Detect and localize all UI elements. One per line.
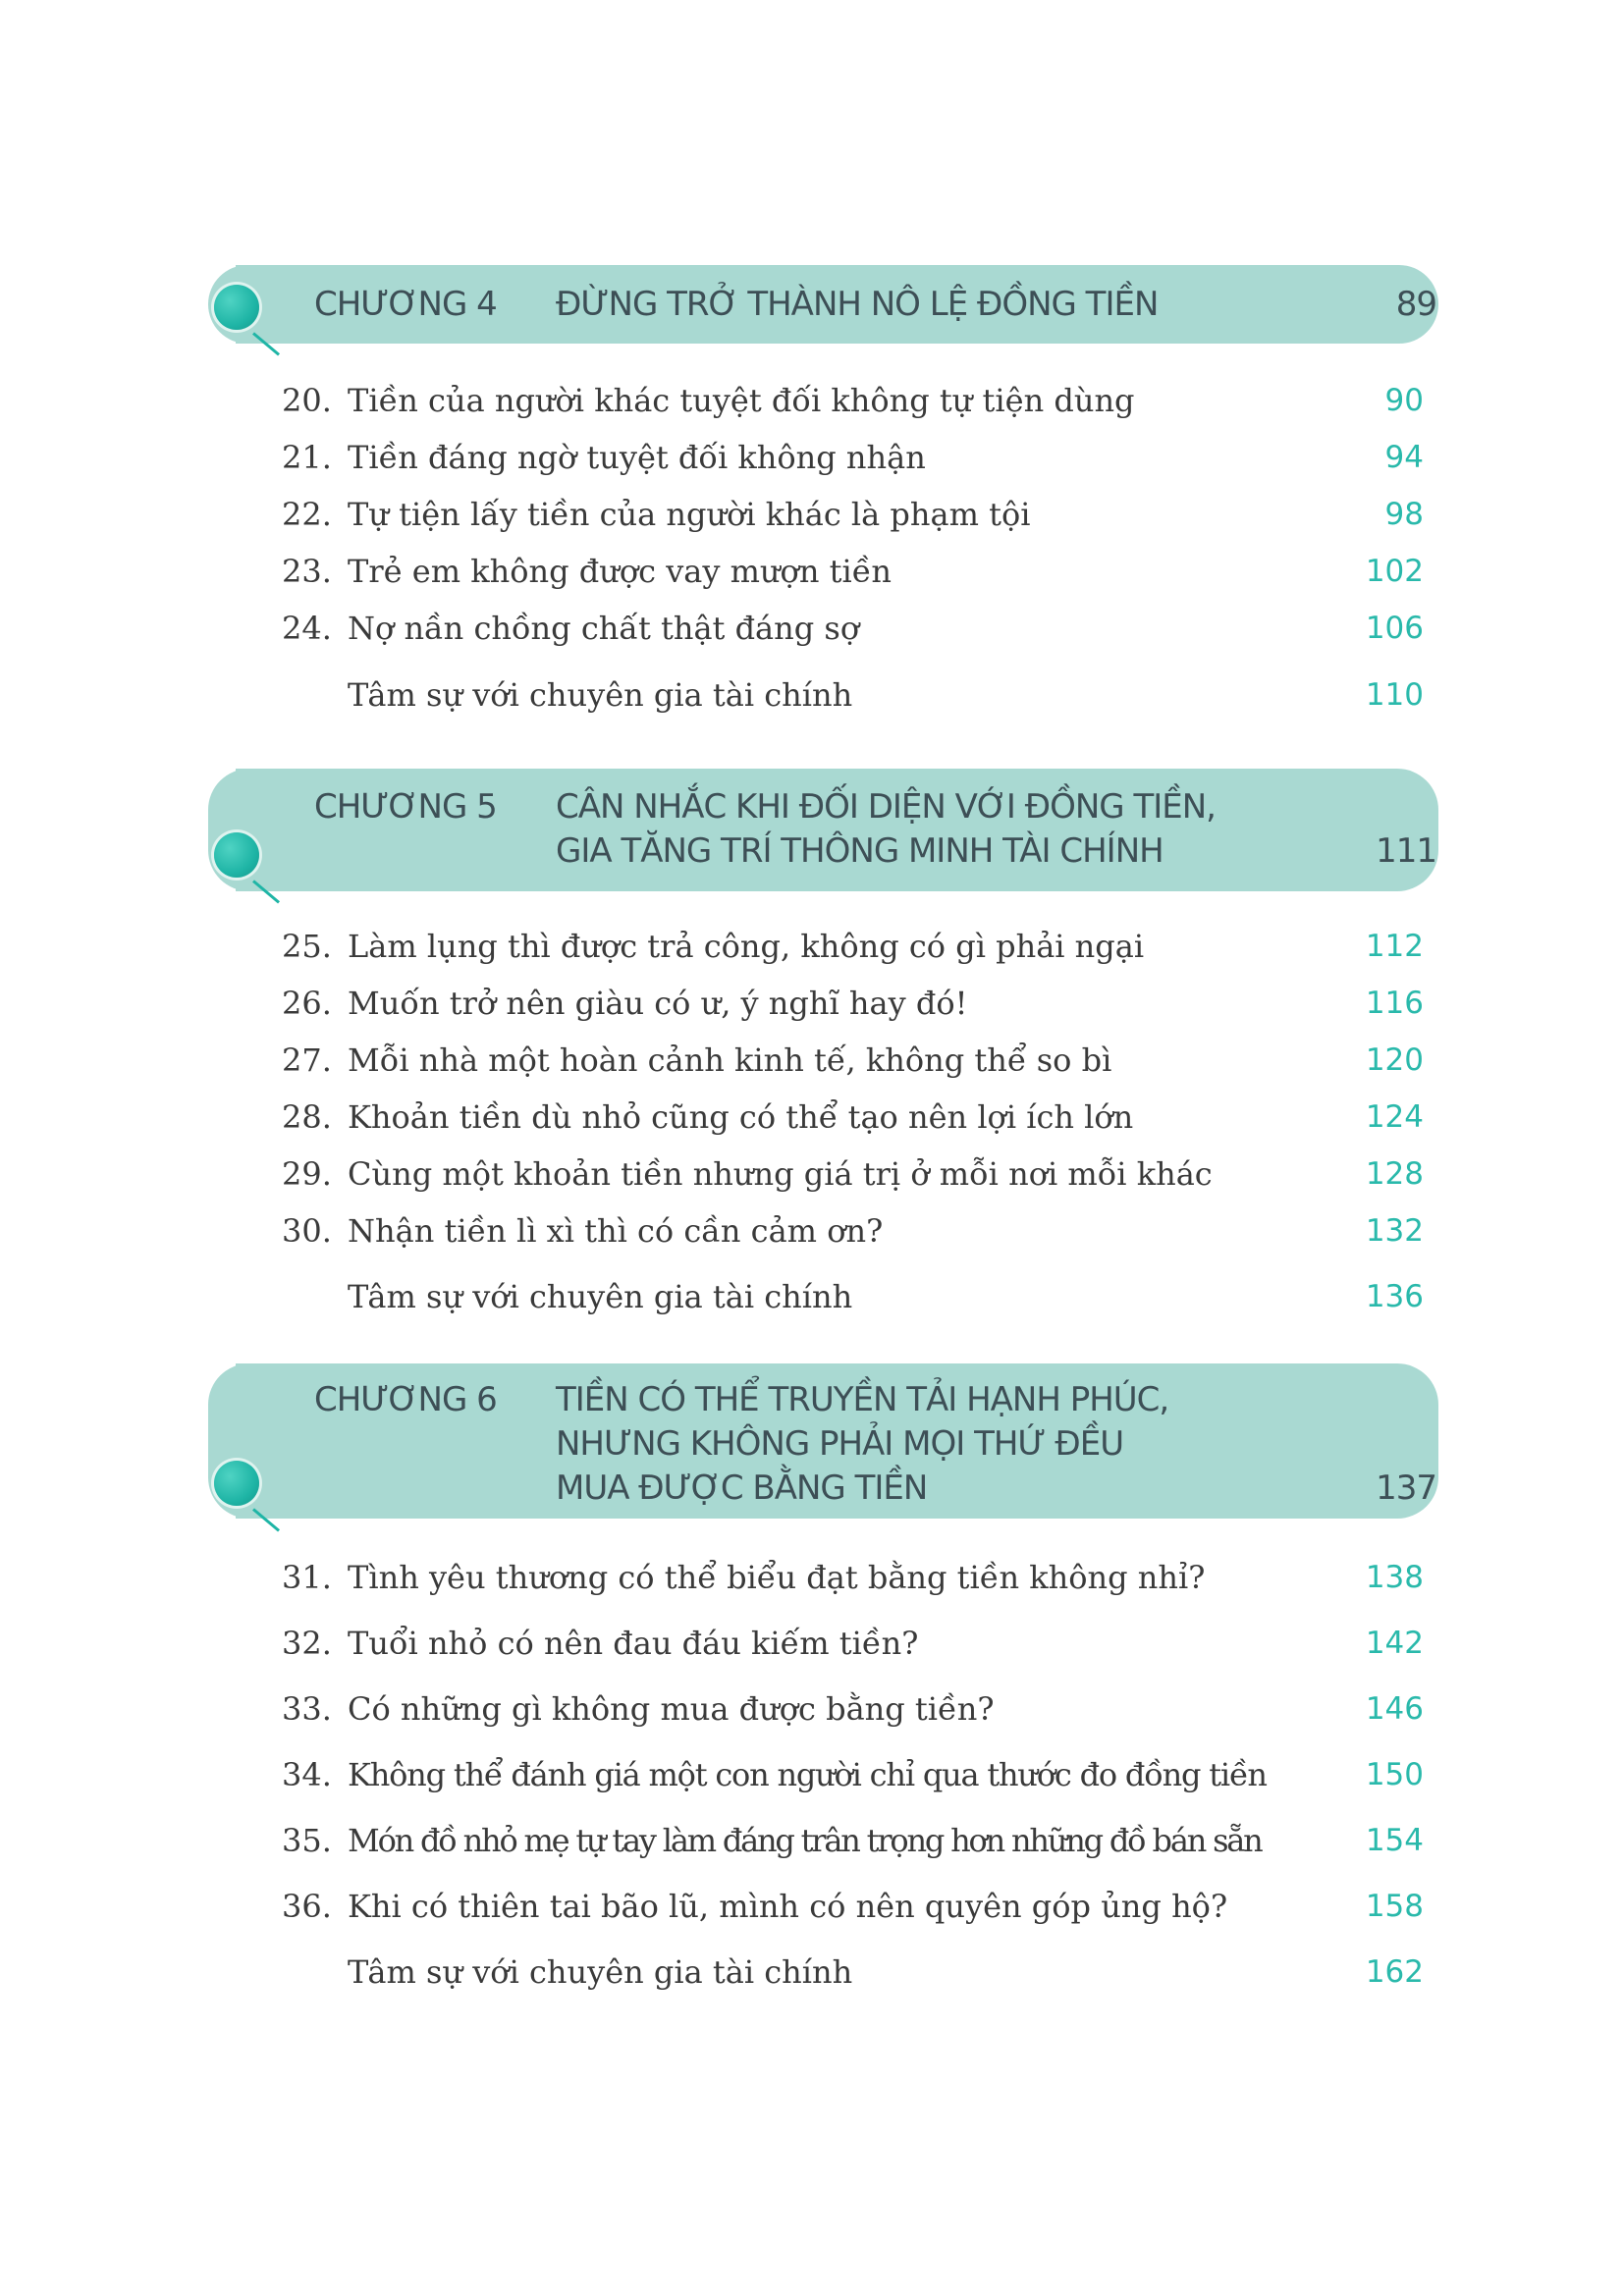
entry-title: Làm lụng thì được trả công, không có gì phải ngại	[348, 928, 1145, 965]
entry-title: Tâm sự với chuyên gia tài chính	[348, 1278, 853, 1315]
entry-number: 26.	[282, 985, 332, 1022]
entry-title: Tâm sự với chuyên gia tài chính	[348, 1953, 853, 1991]
toc-entry[interactable]	[0, 1554, 1623, 1601]
entry-number: 21.	[282, 439, 332, 476]
entry-page: 154	[1365, 1823, 1424, 1858]
toc-entry[interactable]	[0, 605, 1623, 652]
entry-title: Món đồ nhỏ mẹ tự tay làm đáng trân trọng hơn những đồ bán sẵn	[348, 1822, 1262, 1859]
entry-title: Tâm sự với chuyên gia tài chính	[348, 676, 853, 714]
toc-entry[interactable]	[0, 1150, 1623, 1198]
toc-entry[interactable]	[0, 548, 1623, 595]
entry-page: 150	[1365, 1757, 1424, 1792]
entry-page: 116	[1365, 986, 1424, 1021]
toc-entry[interactable]	[0, 1094, 1623, 1141]
chapter-page: 137	[1376, 1468, 1436, 1508]
entry-page: 120	[1365, 1042, 1424, 1078]
entry-number: 31.	[282, 1559, 332, 1596]
entry-page: 112	[1365, 929, 1424, 964]
entry-title: Nợ nần chồng chất thật đáng sợ	[348, 610, 860, 647]
magnifier-dot-icon	[214, 832, 259, 878]
entry-page: 106	[1365, 611, 1424, 646]
toc-entry[interactable]	[0, 491, 1623, 538]
entry-number: 22.	[282, 496, 332, 533]
entry-title: Muốn trở nên giàu có ư, ý nghĩ hay đó!	[348, 985, 968, 1022]
magnifier-dot-icon	[214, 285, 259, 330]
chapter-label: CHƯƠNG 4	[314, 285, 497, 324]
entry-number: 32.	[282, 1625, 332, 1662]
entry-title: Tiền đáng ngờ tuyệt đối không nhận	[348, 439, 926, 476]
toc-entry[interactable]	[0, 1817, 1623, 1864]
entry-page: 142	[1365, 1626, 1424, 1661]
entry-number: 23.	[282, 553, 332, 590]
entry-page: 94	[1384, 440, 1424, 475]
entry-number: 20.	[282, 382, 332, 419]
chapter-label: CHƯƠNG 6	[314, 1380, 497, 1419]
entry-page: 90	[1384, 383, 1424, 418]
chapter-title: CÂN NHẮC KHI ĐỐI DIỆN VỚI ĐỒNG TIỀN, GIA TĂNG TRÍ THÔNG MINH TÀI CHÍNH	[556, 787, 1216, 871]
entry-page: 146	[1365, 1691, 1424, 1727]
entry-title: Khoản tiền dù nhỏ cũng có thể tạo nên lợi ích lớn	[348, 1098, 1134, 1136]
toc-entry[interactable]	[0, 377, 1623, 424]
toc-entry-expert[interactable]	[0, 1273, 1623, 1320]
entry-number: 33.	[282, 1690, 332, 1728]
entry-page: 162	[1365, 1954, 1424, 1990]
entry-page: 132	[1365, 1213, 1424, 1249]
toc-entry[interactable]	[0, 1883, 1623, 1930]
chapter-page: 111	[1376, 831, 1436, 871]
entry-title: Cùng một khoản tiền nhưng giá trị ở mỗi nơi mỗi khác	[348, 1155, 1213, 1193]
entry-title: Không thể đánh giá một con người chỉ qua thước đo đồng tiền	[348, 1756, 1267, 1793]
toc-entry-expert[interactable]	[0, 1949, 1623, 1996]
entry-title: Tiền của người khác tuyệt đối không tự tiện dùng	[348, 382, 1135, 419]
entry-page: 98	[1384, 497, 1424, 532]
chapter-title: TIỀN CÓ THỂ TRUYỀN TẢI HẠNH PHÚC, NHƯNG KHÔNG PHẢI MỌI THỨ ĐỀU MUA ĐƯỢC BẰNG TIỀN	[556, 1380, 1169, 1508]
chapter-title: ĐỪNG TRỞ THÀNH NÔ LỆ ĐỒNG TIỀN	[556, 285, 1159, 324]
toc-entry[interactable]	[0, 1685, 1623, 1733]
toc-entry[interactable]	[0, 434, 1623, 481]
entry-title: Trẻ em không được vay mượn tiền	[348, 553, 892, 590]
entry-page: 138	[1365, 1560, 1424, 1595]
toc-entry[interactable]	[0, 1207, 1623, 1255]
toc-entry[interactable]	[0, 1620, 1623, 1667]
toc-entry[interactable]	[0, 1751, 1623, 1798]
entry-title: Tình yêu thương có thể biểu đạt bằng tiền không nhỉ?	[348, 1559, 1206, 1596]
toc-entry[interactable]	[0, 923, 1623, 970]
entry-page: 128	[1365, 1156, 1424, 1192]
entry-number: 35.	[282, 1822, 332, 1859]
entry-page: 102	[1365, 554, 1424, 589]
entry-number: 34.	[282, 1756, 332, 1793]
entry-title: Tuổi nhỏ có nên đau đáu kiếm tiền?	[348, 1625, 919, 1662]
chapter-label: CHƯƠNG 5	[314, 787, 497, 827]
entry-page: 124	[1365, 1099, 1424, 1135]
toc-entry-expert[interactable]	[0, 671, 1623, 719]
entry-title: Mỗi nhà một hoàn cảnh kinh tế, không thể so bì	[348, 1041, 1112, 1079]
entry-title: Khi có thiên tai bão lũ, mình có nên quyên góp ủng hộ?	[348, 1888, 1228, 1925]
entry-number: 30.	[282, 1212, 332, 1250]
chapter-page: 89	[1395, 285, 1436, 324]
entry-title: Nhận tiền lì xì thì có cần cảm ơn?	[348, 1212, 884, 1250]
entry-title: Tự tiện lấy tiền của người khác là phạm tội	[348, 496, 1031, 533]
entry-number: 29.	[282, 1155, 332, 1193]
toc-entry[interactable]	[0, 980, 1623, 1027]
entry-page: 136	[1365, 1279, 1424, 1314]
entry-number: 28.	[282, 1098, 332, 1136]
entry-number: 36.	[282, 1888, 332, 1925]
toc-entry[interactable]	[0, 1037, 1623, 1084]
entry-page: 158	[1365, 1889, 1424, 1924]
entry-number: 25.	[282, 928, 332, 965]
entry-number: 27.	[282, 1041, 332, 1079]
entry-title: Có những gì không mua được bằng tiền?	[348, 1690, 995, 1728]
entry-page: 110	[1365, 677, 1424, 713]
magnifier-dot-icon	[214, 1461, 259, 1506]
entry-number: 24.	[282, 610, 332, 647]
